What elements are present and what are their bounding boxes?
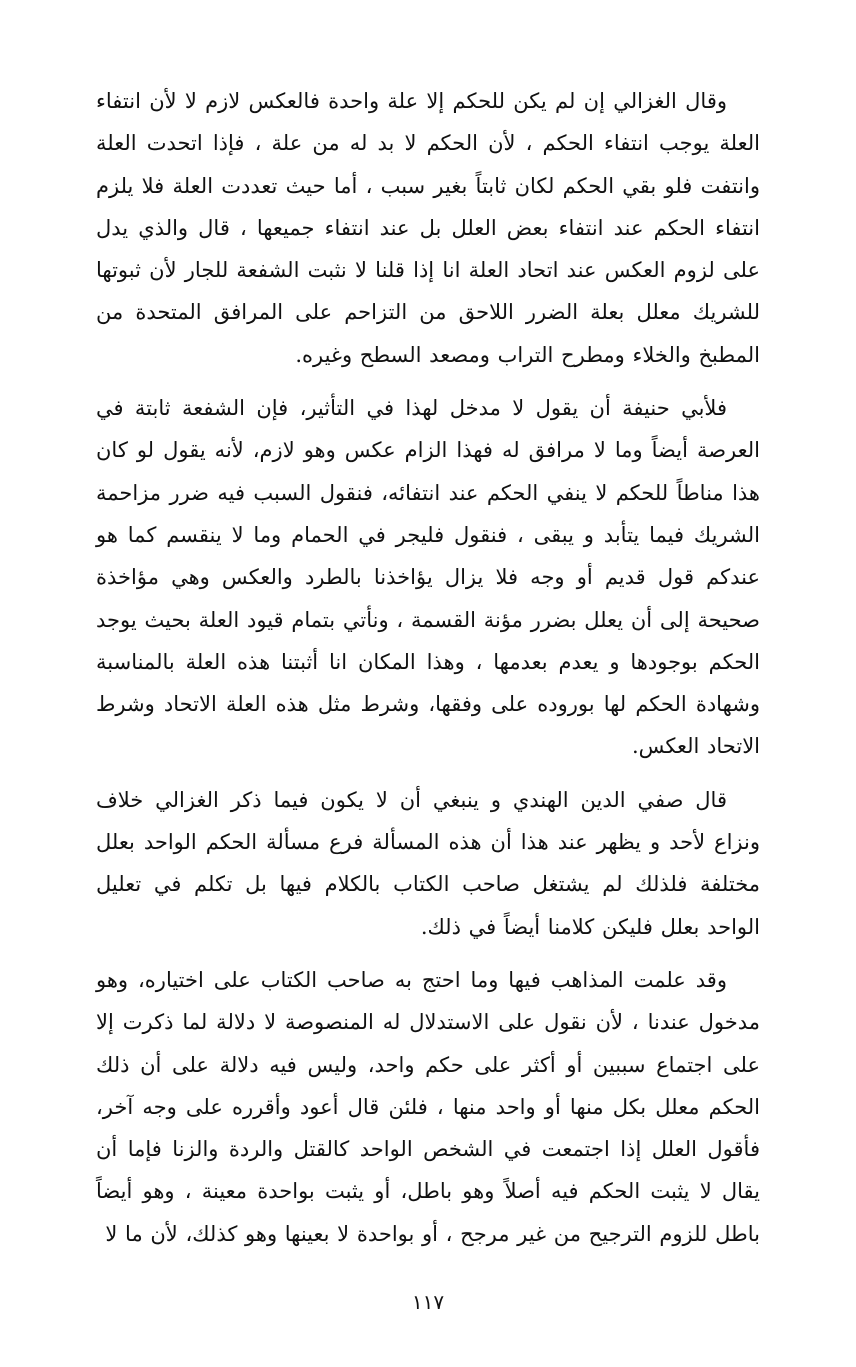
paragraph-2: فلأبي حنيفة أن يقول لا مدخل لهذا في التأثير، فإن الشفعة ثابتة في العرصة أيضاً وما لا مرافق له فهذا الزام عكس وهو لازم، لأنه يقول لو كان هذا مناطاً للحكم لا ينفي الحكم عند انتفائه، فنقول السبب فيه ضرر مزاحمة الشريك فيما يتأبد و يبقى ، فنقول فليجر في الحمام وما لا ينقسم كما هو عندكم قول قديم أو وجه فلا يزال يؤاخذنا بالطرد والعكس وهي مؤاخذة صحيحة إلى أن يعلل بضرر مؤنة القسمة ، ونأتي بتمام قيود العلة بحيث يوجد الحكم بوجودها و يعدم بعدمها ، وهذا المكان انا أثبتنا هذه العلة بالمناسبة وشهادة الحكم لها بوروده على وفقها، وشرط مثل هذه العلة الاتحاد وشرط الاتحاد العكس. bbox=[96, 396, 760, 759]
body-text bbox=[96, 80, 760, 1255]
paragraph-3: قال صفي الدين الهندي و ينبغي أن لا يكون فيما ذكر الغزالي خلاف ونزاع لأحد و يظهر عند هذا أن هذه المسألة فرع مسألة الحكم الواحد بعلل مختلفة فلذلك لم يشتغل صاحب الكتاب بالكلام فيها بل تكلم في تعليل الواحد بعلل فليكن كلامنا أيضاً في ذلك. bbox=[96, 787, 760, 939]
page-number: ١١٧ bbox=[411, 1290, 445, 1314]
paragraph-4: وقد علمت المذاهب فيها وما احتج به صاحب الكتاب على اختياره، وهو مدخول عندنا ، لأن نقول على الاستدلال له المنصوصة لا دلالة لما ذكرت إلا على اجتماع سببين أو أكثر على حكم واحد، وليس فيه دلالة على أن ذلك الحكم معلل بكل منها أو واحد منها ، فلئن قال أعود وأقرره على وجه آخر، فأقول العلل إذا اجتمعت في الشخص الواحد كالقتل والردة والزنا فإما أن يقال لا يثبت الحكم فيه أصلاً وهو باطل، أو يثبت بواحدة معينة ، وهو أيضاً باطل للزوم الترجيح من غير مرجح ، أو بواحدة لا بعينها وهو كذلك، لأن ما لا bbox=[96, 967, 760, 1246]
paragraph-1: وقال الغزالي إن لم يكن للحكم إلا علة واحدة فالعكس لازم لا لأن انتفاء العلة يوجب انتفاء الحكم ، لأن الحكم لا بد له من علة ، فإذا اتحدت العلة وانتفت فلو بقي الحكم لكان ثابتاً بغير سبب ، أما حيث تعددت العلة فلا يلزم انتفاء الحكم عند انتفاء بعض العلل بل عند انتفاء جميعها ، قال والذي يدل على لزوم العكس عند اتحاد العلة انا إذا قلنا لا نثبت الشفعة للجار لأن ثبوتها للشريك معلل بعلة الضرر اللاحق من التزاحم على المرافق المتحدة من المطبخ والخلاء ومطرح التراب ومصعد السطح وغيره. bbox=[96, 89, 760, 367]
